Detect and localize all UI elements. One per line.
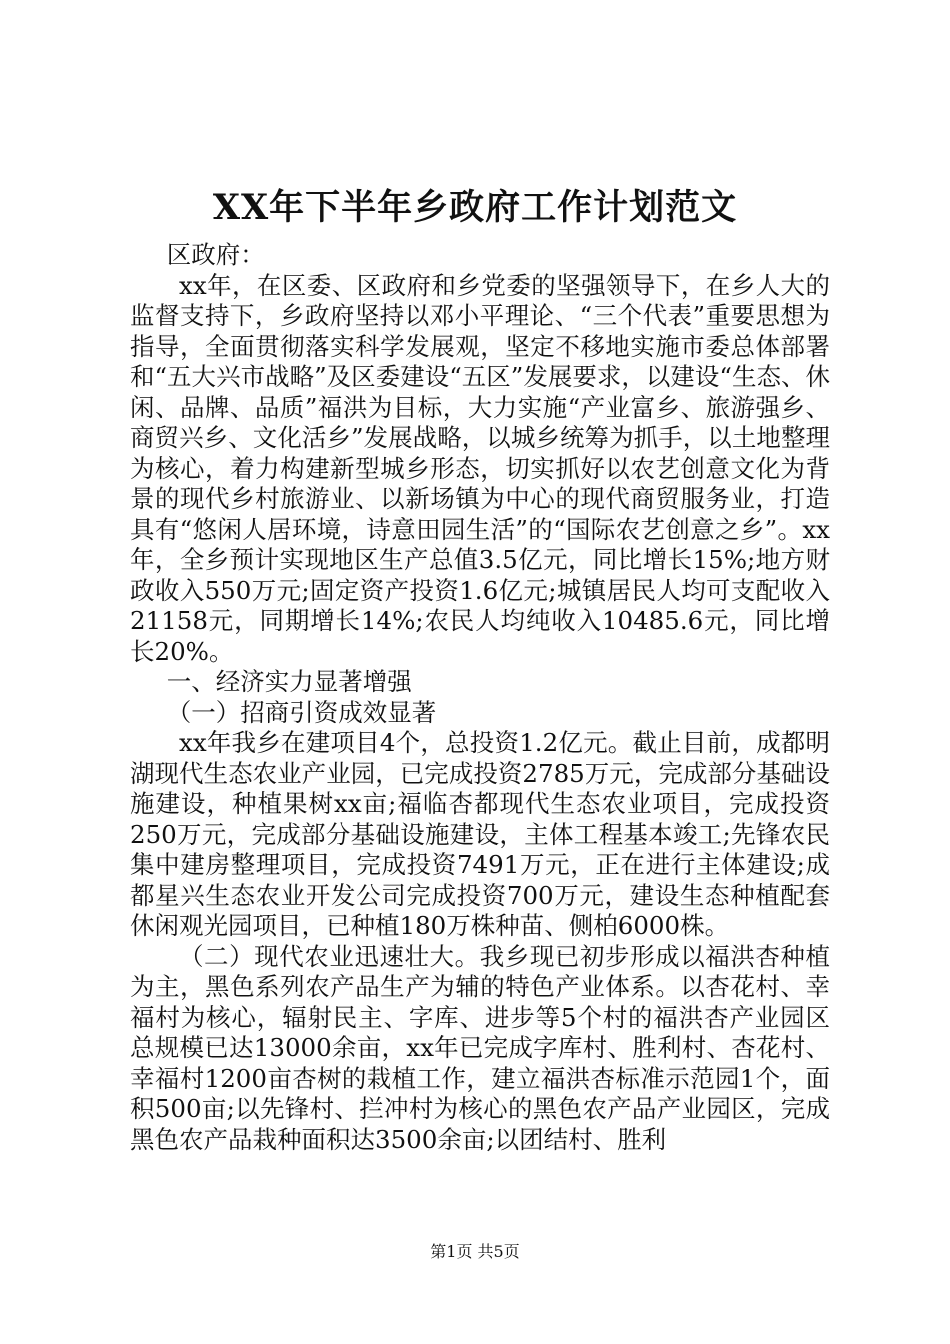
section-heading: 一、经济实力显著增强 (166, 667, 412, 696)
document-body (130, 240, 830, 1155)
intro-paragraph: xx年，在区委、区政府和乡党委的坚强领导下，在乡人大的监督支持下，乡政府坚持以邓小平理论、“三个代表”重要思想为指导，全面贯彻落实科学发展观，坚定不移地实施市委总体部署和“五大兴市战略”及区委建设“五区”发展要求，以建设“生态、休闲、品牌、品质”福洪为目标，大力实施“产业富乡、旅游强乡、商贸兴乡、文化活乡”发展战略，以城乡统筹为抓手，以土地整理为核心，着力构建新型城乡形态，切实抓好以农艺创意文化为背景的现代乡村旅游业、以新场镇为中心的现代商贸服务业，打造具有“悠闲人居环境，诗意田园生活”的“国际农艺创意之乡”。xx年，全乡预计实现地区生产总值3.5亿元，同比增长15%;地方财政收入550万元;固定资产投资1.6亿元;城镇居民人均可支配收入21158元，同期增长14%;农民人均纯收入10485.6元，同比增长20%。 (130, 270, 830, 666)
subsection-paragraph-2: （二）现代农业迅速壮大。我乡现已初步形成以福洪杏种植为主，黑色系列农产品生产为辅的特色产业体系。以杏花村、幸福村为核心，辐射民主、字库、进步等5个村的福洪杏产业园区总规模已达13000余亩，xx年已完成字库村、胜利村、杏花村、幸福村1200亩杏树的栽植工作，建立福洪杏标准示范园1个，面积500亩;以先锋村、拦冲村为核心的黑色农产品产业园区，完成黑色农产品栽种面积达3500余亩;以团结村、胜利 (130, 941, 830, 1154)
subsection-heading: （一）招商引资成效显著 (166, 697, 437, 727)
document-title: XX年下半年乡政府工作计划范文 (212, 187, 738, 228)
subsection-paragraph: xx年我乡在建项目4个，总投资1.2亿元。截止目前，成都明湖现代生态农业产业园，已完成投资2785万元，完成部分基础设施建设，种植果树xx亩;福临杏都现代生态农业项目，完成投资250万元，完成部分基础设施建设，主体工程基本竣工;先锋农民集中建房整理项目，完成投资7491万元，正在进行主体建设;成都星兴生态农业开发公司完成投资700万元，建设生态种植配套休闲观光园项目，已种植180万株种苗、侧柏6000株。 (130, 728, 830, 940)
page-number-footer: 第1页 共5页 (430, 1242, 520, 1261)
salutation: 区政府： (166, 240, 265, 269)
